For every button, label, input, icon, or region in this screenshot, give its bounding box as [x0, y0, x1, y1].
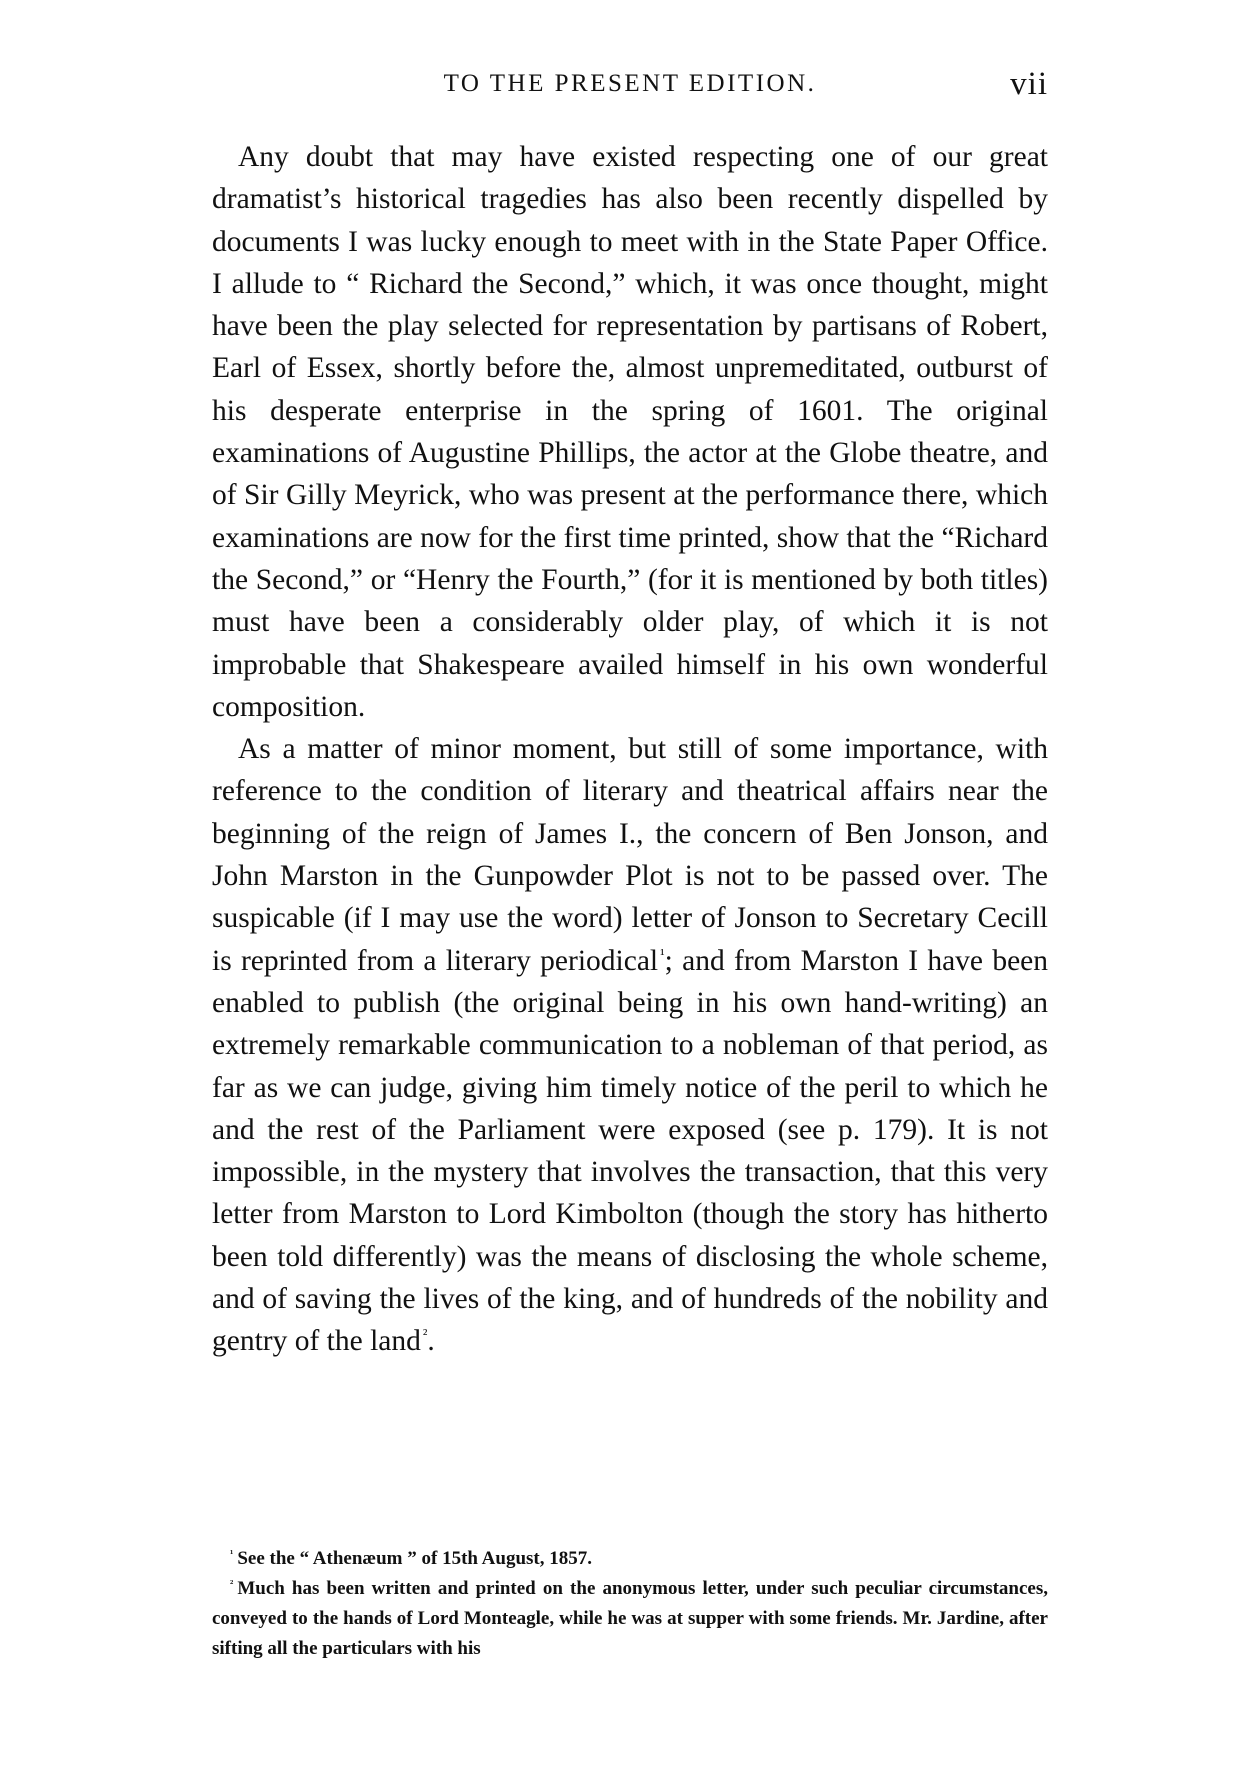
body-text: [212, 136, 1048, 1363]
footnotes: [212, 1544, 1048, 1664]
footnote-2: [212, 1574, 1048, 1664]
footnote-2-text: Much has been written and printed on the anonymous letter, under such peculiar circumstances, conveyed to the hands of Lord Monteagle, while he was at supper with some friends. Mr. Jardine, after sifting all the particulars with his: [212, 1578, 1048, 1659]
paragraph-1: [212, 136, 1048, 728]
running-head: [212, 64, 1048, 104]
footnote-ref-1: ¹: [660, 946, 665, 963]
running-title: TO THE PRESENT EDITION.: [443, 70, 817, 97]
footnote-2-mark: ²: [230, 1577, 234, 1590]
footnote-1-mark: ¹: [230, 1547, 234, 1560]
footnote-ref-2: ²: [422, 1327, 428, 1344]
paragraph-2-text-b: ; and from Marston I have been enabled to publish (the original being in his own hand-writing) an extremely remarkable communication to a nobleman of that period, as far as we can judge, giving him timely notice of the peril to which he and the rest of the Parliament were exposed (see p. 179). It is not impossible, in the mystery that involves the transaction, that this very letter from Marston to Lord Kimbolton (though the story has hitherto been told differently) was the means of disclosing the whole scheme, and of saving the lives of the king, and of hundreds of the nobility and gentry of the land: [212, 944, 1048, 1358]
paragraph-1-text: Any doubt that may have existed respecting one of our great dramatist’s historical tragedies has also been recently dispelled by documents I was lucky enough to meet with in the State Paper Office. I allude to “ Richard the Second,” which, it was once thought, might have been the play selected for representation by partisans of Robert, Earl of Essex, shortly before the, almost unpremeditated, outburst of his desperate enterprise in the spring of 1601. The original examinations of Augustine Phillips, the actor at the Globe theatre, and of Sir Gilly Meyrick, who was present at the performance there, which examinations are now for the first time printed, show that the “Richard the Second,” or “Henry the Fourth,” (for it is mentioned by both titles) must have been a considerably older play, of which it is not improbable that Shakespeare availed himself in his own wonderful composition.: [212, 141, 1048, 723]
paragraph-2-text-c: .: [427, 1325, 435, 1358]
footnote-1: [212, 1544, 1048, 1574]
footnote-1-text: See the “ Athenæum ” of 15th August, 1857.: [237, 1548, 593, 1569]
paragraph-2: [212, 728, 1048, 1362]
page-number: vii: [1010, 66, 1048, 102]
paragraph-2-text-a: As a matter of minor moment, but still of some importance, with reference to the condition of literary and theatrical affairs near the beginning of the reign of James I., the concern of Ben Jonson, and John Marston in the Gunpowder Plot is not to be passed over. The suspicable (if I may use the word) letter of Jonson to Secretary Cecill is reprinted from a literary periodical: [212, 733, 1048, 977]
